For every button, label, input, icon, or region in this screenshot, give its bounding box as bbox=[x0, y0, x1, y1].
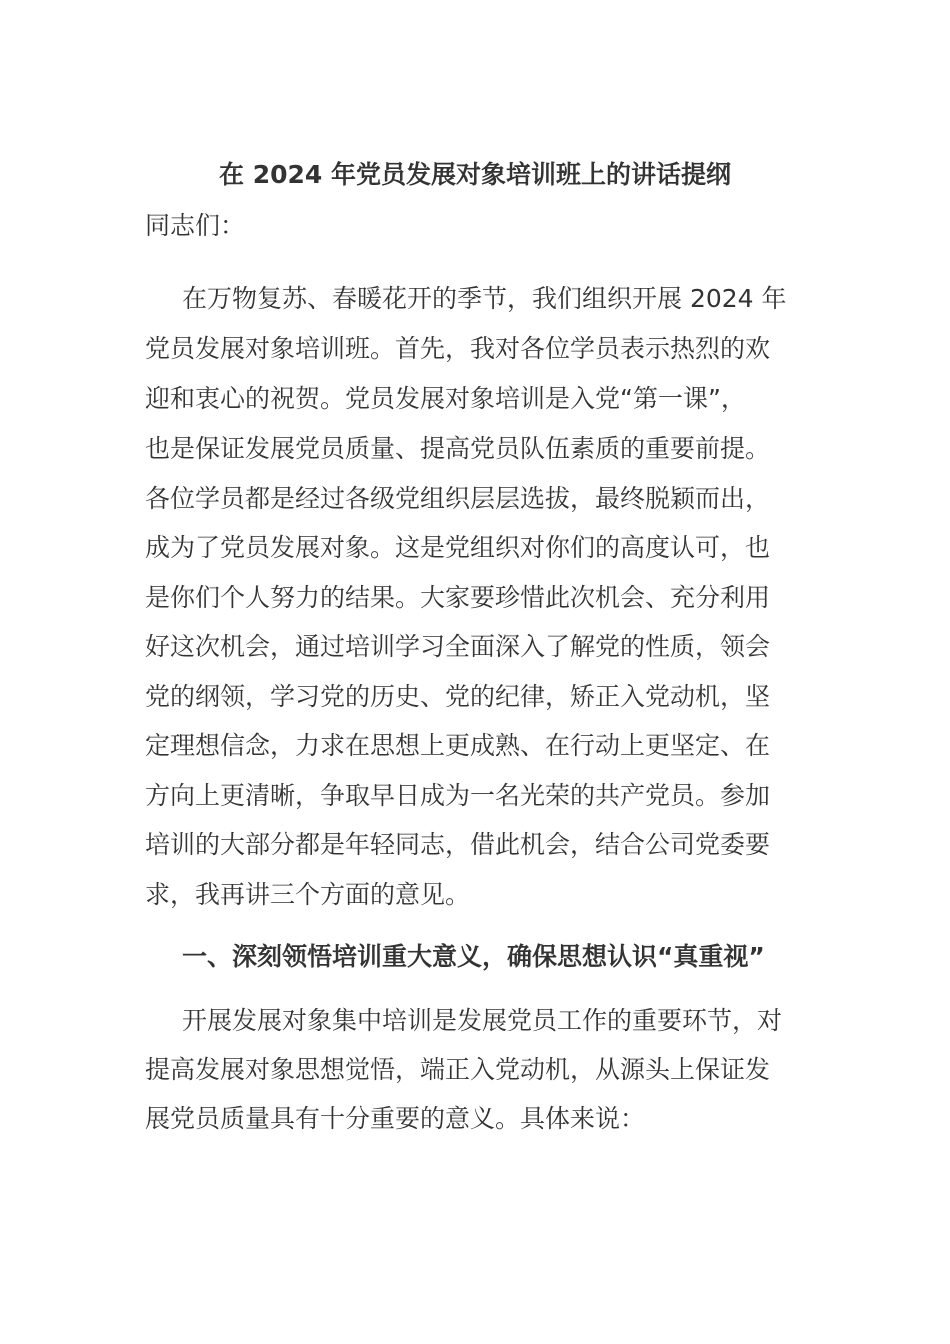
paragraph-line: 好这次机会，通过培训学习全面深入了解党的性质，领会 bbox=[145, 632, 771, 661]
paragraph-line: 培训的大部分都是年轻同志，借此机会，结合公司党委要 bbox=[145, 830, 771, 859]
paragraph-line: 各位学员都是经过各级党组织层层选拔，最终脱颖而出， bbox=[145, 484, 771, 513]
paragraph-line: 党的纲领，学习党的历史、党的纪律，矫正入党动机，坚 bbox=[145, 682, 771, 711]
paragraph-line: 方向上更清晰，争取早日成为一名光荣的共产党员。参加 bbox=[145, 781, 771, 810]
paragraph-line: 是你们个人努力的结果。大家要珍惜此次机会、充分利用 bbox=[145, 583, 771, 612]
paragraph-line: 迎和衷心的祝贺。党员发展对象培训是入党“第一课”， bbox=[145, 384, 746, 413]
paragraph-line: 求，我再讲三个方面的意见。 bbox=[145, 880, 471, 909]
paragraph-line: 在万物复苏、春暖花开的季节，我们组织开展 2024 年 bbox=[182, 284, 787, 313]
paragraph-line: 党员发展对象培训班。首先，我对各位学员表示热烈的欢 bbox=[145, 334, 771, 363]
paragraph-line: 也是保证发展党员质量、提高党员队伍素质的重要前提。 bbox=[145, 434, 771, 463]
paragraph-line: 提高发展对象思想觉悟，端正入党动机，从源头上保证发 bbox=[145, 1055, 771, 1084]
paragraph-line: 开展发展对象集中培训是发展党员工作的重要环节，对 bbox=[182, 1006, 783, 1035]
paragraph-line: 定理想信念，力求在思想上更成熟、在行动上更坚定、在 bbox=[145, 731, 771, 760]
section-heading: 一、深刻领悟培训重大意义，确保思想认识“真重视” bbox=[182, 942, 765, 971]
paragraph-line: 成为了党员发展对象。这是党组织对你们的高度认可，也 bbox=[145, 533, 771, 562]
paragraph-line: 展党员质量具有十分重要的意义。具体来说： bbox=[145, 1104, 646, 1133]
document-title: 在 2024 年党员发展对象培训班上的讲话提纲 bbox=[219, 160, 731, 189]
salutation: 同志们： bbox=[145, 211, 246, 240]
